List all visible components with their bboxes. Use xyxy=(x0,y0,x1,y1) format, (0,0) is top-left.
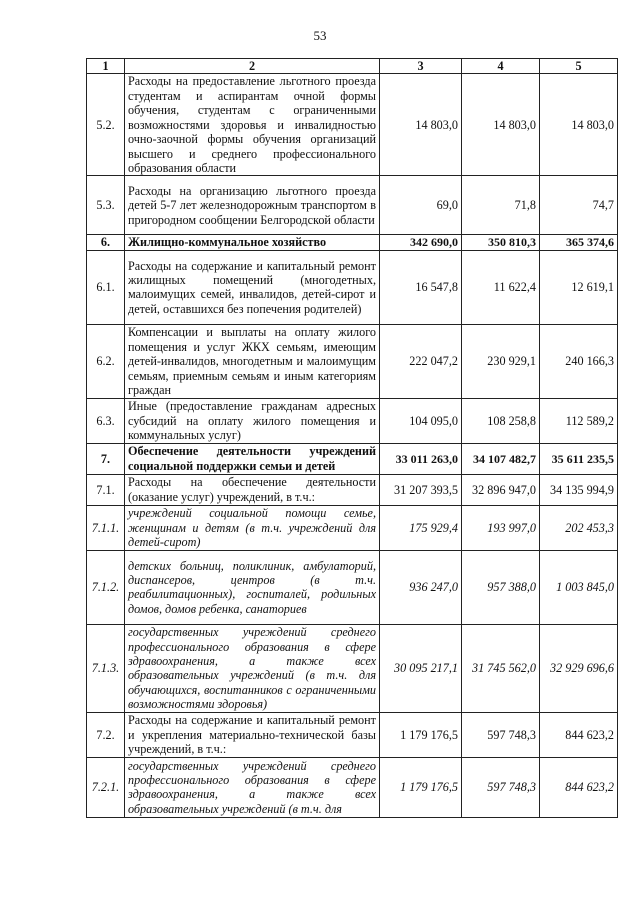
row-description: учреждений социальной помощи семье, женщинам и детям (в т.ч. учреждений для детей-сирот) xyxy=(125,505,380,550)
row-description: Расходы на организацию льготного проезда детей 5-7 лет железнодорожным транспортом в пригородном сообщении Белгородской области xyxy=(125,176,380,235)
column-header: 2 xyxy=(125,59,380,74)
value-col3: 31 207 393,5 xyxy=(380,474,462,505)
value-col4: 108 258,8 xyxy=(462,398,540,443)
table-row xyxy=(87,624,618,712)
table-row xyxy=(87,176,618,235)
table-row xyxy=(87,250,618,324)
column-header: 5 xyxy=(540,59,618,74)
value-col3: 175 929,4 xyxy=(380,505,462,550)
table-row xyxy=(87,757,618,817)
value-col4: 32 896 947,0 xyxy=(462,474,540,505)
value-col3: 30 095 217,1 xyxy=(380,624,462,712)
value-col3: 69,0 xyxy=(380,176,462,235)
value-col4: 31 745 562,0 xyxy=(462,624,540,712)
row-description: Расходы на содержание и капитальный ремонт и укрепления материально-технической базы учреждений, в т.ч.: xyxy=(125,712,380,757)
table-row xyxy=(87,712,618,757)
row-number: 6.2. xyxy=(87,324,125,398)
row-number: 7.1.1. xyxy=(87,505,125,550)
table-row xyxy=(87,235,618,250)
value-col5: 844 623,2 xyxy=(540,712,618,757)
header-row xyxy=(87,59,618,74)
row-description: Расходы на обеспечение деятельности (оказание услуг) учреждений, в т.ч.: xyxy=(125,474,380,505)
table-row xyxy=(87,474,618,505)
value-col5: 34 135 994,9 xyxy=(540,474,618,505)
value-col4: 193 997,0 xyxy=(462,505,540,550)
value-col4: 34 107 482,7 xyxy=(462,443,540,474)
value-col5: 32 929 696,6 xyxy=(540,624,618,712)
page-number: 53 xyxy=(313,28,327,43)
row-number: 7.1. xyxy=(87,474,125,505)
value-col4: 957 388,0 xyxy=(462,550,540,624)
row-description: детских больниц, поликлиник, амбулаторий, диспансеров, центров (в т.ч. реабилитационных), госпиталей, родильных домов, домов ребенка, санаториев xyxy=(125,550,380,624)
value-col5: 112 589,2 xyxy=(540,398,618,443)
value-col4: 597 748,3 xyxy=(462,712,540,757)
value-col3: 222 047,2 xyxy=(380,324,462,398)
value-col5: 1 003 845,0 xyxy=(540,550,618,624)
value-col4: 71,8 xyxy=(462,176,540,235)
row-number: 7.2.1. xyxy=(87,757,125,817)
value-col5: 14 803,0 xyxy=(540,74,618,176)
row-number: 5.2. xyxy=(87,74,125,176)
value-col5: 365 374,6 xyxy=(540,235,618,250)
row-description: Иные (предоставление гражданам адресных субсидий на оплату жилого помещения и коммунальных услуг) xyxy=(125,398,380,443)
value-col5: 844 623,2 xyxy=(540,757,618,817)
column-header: 3 xyxy=(380,59,462,74)
budget-table xyxy=(86,58,618,818)
value-col4: 14 803,0 xyxy=(462,74,540,176)
value-col4: 11 622,4 xyxy=(462,250,540,324)
value-col5: 74,7 xyxy=(540,176,618,235)
value-col5: 35 611 235,5 xyxy=(540,443,618,474)
table-row xyxy=(87,74,618,176)
row-description: государственных учреждений среднего профессионального образования в сфере здравоохранения, а также всех образовательных учреждений (в т.ч. для обучающихся, воспитанников с ограниченными возможностями здоровья) xyxy=(125,624,380,712)
value-col3: 1 179 176,5 xyxy=(380,712,462,757)
row-number: 6.3. xyxy=(87,398,125,443)
table-row xyxy=(87,324,618,398)
value-col4: 350 810,3 xyxy=(462,235,540,250)
value-col3: 33 011 263,0 xyxy=(380,443,462,474)
value-col3: 936 247,0 xyxy=(380,550,462,624)
table-row xyxy=(87,398,618,443)
table-row xyxy=(87,550,618,624)
row-description: Расходы на содержание и капитальный ремонт жилищных помещений (многодетных, малоимущих семей, инвалидов, детей-сирот и детей, оставшихся без попечения родителей) xyxy=(125,250,380,324)
table-row xyxy=(87,505,618,550)
value-col4: 230 929,1 xyxy=(462,324,540,398)
row-number: 5.3. xyxy=(87,176,125,235)
row-number: 6.1. xyxy=(87,250,125,324)
row-number: 7.1.2. xyxy=(87,550,125,624)
row-number: 7.2. xyxy=(87,712,125,757)
row-description: государственных учреждений среднего профессионального образования в сфере здравоохранения, а также всех образовательных учреждений (в т.ч. для xyxy=(125,757,380,817)
value-col5: 202 453,3 xyxy=(540,505,618,550)
row-description: Обеспечение деятельности учреждений социальной поддержки семьи и детей xyxy=(125,443,380,474)
value-col4: 597 748,3 xyxy=(462,757,540,817)
value-col3: 16 547,8 xyxy=(380,250,462,324)
value-col5: 12 619,1 xyxy=(540,250,618,324)
row-number: 6. xyxy=(87,235,125,250)
row-number: 7.1.3. xyxy=(87,624,125,712)
row-description: Расходы на предоставление льготного проезда студентам и аспирантам очной формы обучения, студентам с ограниченными возможностями здоровья и инвалидностью очно-заочной формы обучения организаций высшего и среднего профессионального образования области xyxy=(125,74,380,176)
column-header: 4 xyxy=(462,59,540,74)
row-number: 7. xyxy=(87,443,125,474)
value-col3: 342 690,0 xyxy=(380,235,462,250)
column-header: 1 xyxy=(87,59,125,74)
row-description: Компенсации и выплаты на оплату жилого помещения и услуг ЖКХ семьям, имеющим детей-инвалидов, многодетным и малоимущим семьям, приемным семьям и иным категориям граждан xyxy=(125,324,380,398)
table-row xyxy=(87,443,618,474)
value-col5: 240 166,3 xyxy=(540,324,618,398)
value-col3: 104 095,0 xyxy=(380,398,462,443)
value-col3: 1 179 176,5 xyxy=(380,757,462,817)
row-description: Жилищно-коммунальное хозяйство xyxy=(125,235,380,250)
value-col3: 14 803,0 xyxy=(380,74,462,176)
